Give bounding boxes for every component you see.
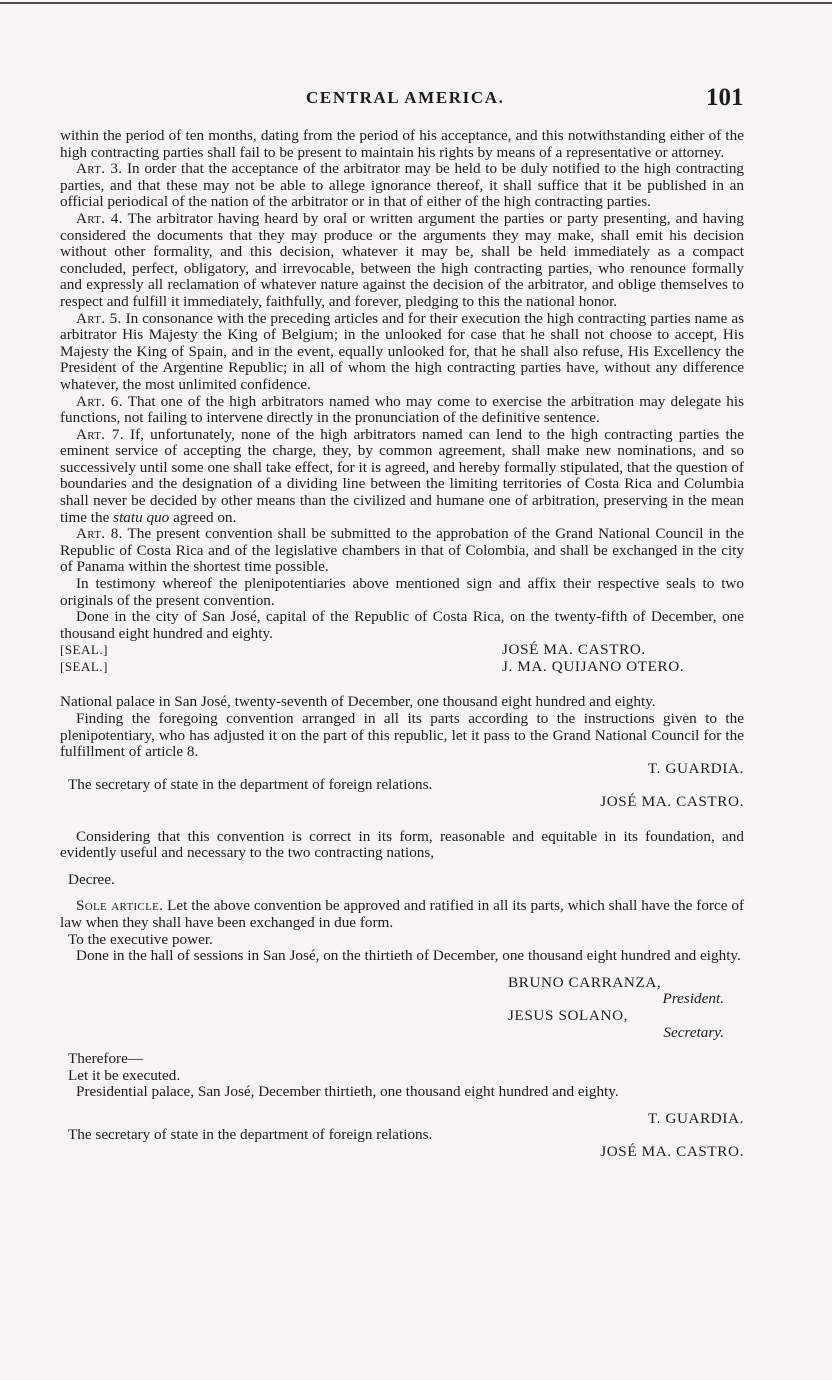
signature-row-2 [60,659,744,676]
top-rule [0,2,832,4]
article-5 [60,311,744,394]
article-4-text: The arbitrator having heard by oral or written argument the parties or party presenting, and having considered the documents that they may produce or the arguments they may make, shall emit his decision without other formality, and this decision, whatever it may be, shall be held immediately as a compact concluded, perfect, obligatory, and irrevocable, between the high contracting parties, who renounce formally and expressly all reclamation of whatever nature against the decision of the arbitrator, and oblige themselves to respect and fulfill it immediately, faithfully, and forever, pledging to this the national honor. [60,209,744,310]
article-7-text-end: agreed on. [173,508,237,526]
body-text [60,128,744,1161]
castro-signature-2: JOSÉ MA. CASTRO. [600,1143,744,1161]
done-san-jose-paragraph: Done in the city of San José, capital of the Republic of Costa Rica, on the twenty-fifth of December, one thousand eight hundred and eighty. [60,608,744,642]
decree-word: Decree. [68,870,115,888]
guardia-signature-1: T. GUARDIA. [647,759,744,777]
article-8-text: The present convention shall be submitted to the approbation of the Grand National Council in the Republic of Costa Rica and of the legislative chambers in that of Colombia, and shall be exchanged in the city of Panama within the shortest time possible. [60,525,744,576]
article-7-text: If, unfortunately, none of the high arbitrators named can lend to the high contracting parties the eminent service of accepting the charge, they, by common agreement, shall make new nominations, and so successively until some one shall take effect, for it is agreed, and hereby formally stipulated, that the question of boundaries and the designation of a dividing line between the limiting territories of Costa Rica and Columbia shall never be decided by other means than the civilized and humane one of arbitration, preserving in the mean time the [60,425,745,526]
finding-paragraph: Finding the foregoing convention arranged in all its parts according to the instructions given to the plenipotentiary, who has adjusted it on the part of this republic, let it pass to the Grand National Council for the fulfillment of article 8. [60,710,744,761]
solano-signature: JESUS SOLANO, [508,1006,629,1024]
executed-line: Let it be executed. [68,1066,181,1084]
done-hall-paragraph: Done in the hall of sessions in San José, on the thirtieth of December, one thousand eight hundred and eighty. [76,947,741,965]
considering-paragraph: Considering that this convention is correct in its form, reasonable and equitable in its foundation, and evidently useful and necessary to the two contracting nations, [60,827,744,862]
national-palace-paragraph: National palace in San José, twenty-seventh of December, one thousand eight hundred and eighty. [60,693,656,711]
running-title: CENTRAL AMERICA. [306,88,505,107]
secretary-title: Secretary. [663,1023,724,1041]
seal-label-1: [SEAL.] [60,642,108,658]
statu-quo-italic: statu quo [113,508,170,526]
executive-power-line: To the executive power. [68,930,213,948]
article-8-label: Art. 8. [76,525,123,543]
article-6-label: Art. 6. [76,392,123,410]
secretary-line-2: The secretary of state in the department of foreign relations. [68,1126,433,1144]
article-6-text: That one of the high arbitrators named who may come to exercise the arbitration may delegate his functions, not failing to intervene directly in the pronunciation of the definitive sentence. [60,392,745,427]
article-4 [60,211,744,311]
seal-label-2: [SEAL.] [60,659,108,675]
article-4-label: Art. 4. [76,209,123,227]
article-5-label: Art. 5. [76,309,122,327]
president-title: President. [662,990,724,1008]
sole-article [60,898,744,931]
article-3-text: In order that the acceptance of the arbitrator may be held to be duly notified to the high contracting parties, and that these may not be able to allege ignorance thereof, it shall suffice that it be published in an official periodical of the nation of the arbitrator or in that of either of the high contracting parties. [60,160,745,211]
article-3 [60,161,744,211]
signature-row-1 [60,642,744,659]
signer-castro: JOSÉ MA. CASTRO. [502,641,646,659]
article-7 [60,427,744,527]
therefore-line: Therefore— [68,1050,144,1068]
article-7-label: Art. 7. [76,425,124,443]
presidential-palace-paragraph: Presidential palace, San José, December thirtieth, one thousand eight hundred and eighty. [76,1083,619,1101]
article-5-text: In consonance with the preceding articles and for their execution the high contracting parties name as arbitrator His Majesty the King of Belgium; in the unlooked for case that he shall not choose to accept, His Majesty the King of Spain, and in the event, equally unlooked for, that he shall also refuse, His Excellency the President of the Argentine Republic; in all of whom the high contracting parties have, without any difference whatever, the most unlimited confidence. [60,309,745,393]
testimony-paragraph: In testimony whereof the plenipotentiaries above mentioned sign and affix their respective seals to two originals of the present convention. [60,575,744,609]
signer-quijano-otero: J. MA. QUIJANO OTERO. [502,658,685,676]
sole-article-label: Sole article. [76,897,164,915]
article-3-label: Art. 3. [76,160,123,178]
running-head [0,84,832,112]
sole-article-text: Let the above convention be approved and ratified in all its parts, which shall have the force of law when they shall have been exchanged in due form. [60,897,745,931]
carranza-signature: BRUNO CARRANZA, [508,973,662,991]
article-8 [60,526,744,576]
page-number: 101 [706,84,744,111]
guardia-signature-2: T. GUARDIA. [647,1109,744,1127]
castro-signature-1: JOSÉ MA. CASTRO. [600,792,744,810]
secretary-line-1: The secretary of state in the department of foreign relations. [68,776,433,794]
article-6 [60,394,744,427]
continuation-paragraph: within the period of ten months, dating from the period of his acceptance, and this notwithstanding either of the high contracting parties shall fail to be present to maintain his rights by means of a representative or attorney. [60,127,744,161]
